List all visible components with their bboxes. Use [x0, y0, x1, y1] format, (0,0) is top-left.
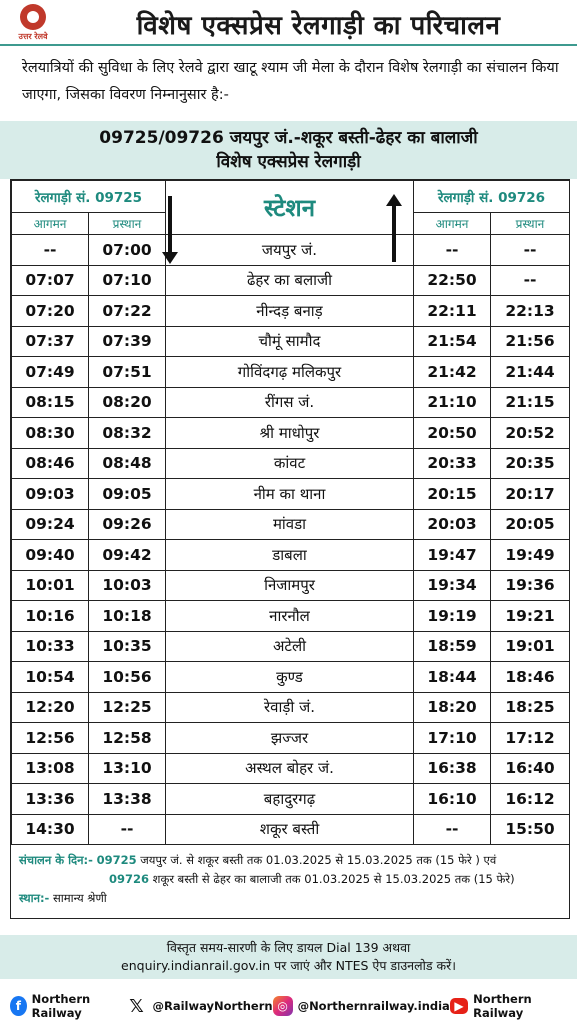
left-arrival-cell: 13:08 — [12, 753, 89, 784]
seat-class: सामान्य श्रेणी — [52, 891, 107, 905]
left-arrival-cell: 08:15 — [12, 387, 89, 418]
station-cell: निजामपुर — [166, 570, 414, 601]
right-arrival-cell: 18:44 — [414, 662, 491, 693]
enquiry-line-2[interactable]: enquiry.indianrail.gov.in पर जाएं और NTES ऐप डाउनलोड करें। — [121, 958, 456, 973]
left-departure-cell: 07:51 — [89, 357, 166, 388]
enquiry-band — [0, 935, 577, 979]
right-departure-cell: -- — [491, 265, 570, 296]
right-departure-cell: 19:49 — [491, 540, 570, 571]
left-departure-cell: 07:00 — [89, 235, 166, 266]
station-cell: रेवाड़ी जं. — [166, 692, 414, 723]
left-arrival-cell: 09:24 — [12, 509, 89, 540]
x-handle: @RailwayNorthern — [152, 999, 273, 1013]
northern-railway-logo — [8, 4, 58, 44]
station-cell: मांवडा — [166, 509, 414, 540]
enquiry-line-1: विस्तृत समय-सारणी के लिए डायल Dial 139 अथवा — [166, 940, 411, 955]
table-row — [12, 540, 570, 571]
right-arrival-cell: 19:19 — [414, 601, 491, 632]
left-arrival-cell: 10:16 — [12, 601, 89, 632]
right-arrival-cell: -- — [414, 814, 491, 845]
right-arrival-cell: 21:42 — [414, 357, 491, 388]
station-header: स्टेशन — [166, 181, 414, 235]
facebook-icon: f — [10, 996, 27, 1016]
right-departure-cell: 16:40 — [491, 753, 570, 784]
youtube-handle: Northern Railway — [473, 992, 532, 1020]
left-arrival-cell: 13:36 — [12, 784, 89, 815]
table-row — [12, 753, 570, 784]
train2-number: 09726 — [109, 872, 150, 886]
right-departure-cell: 15:50 — [491, 814, 570, 845]
instagram-handle: @Northernrailway.india — [297, 999, 450, 1013]
left-departure-cell: 13:38 — [89, 784, 166, 815]
train-route-title: 09725/09726 जयपुर जं.-शकूर बस्ती-ढेहर का बालाजी — [99, 128, 478, 148]
right-departure-cell: 18:46 — [491, 662, 570, 693]
train2-schedule: शकूर बस्ती से ढेहर का बालाजी तक 01.03.2025 से 15.03.2025 तक (15 फेरे) — [152, 872, 515, 886]
facebook-handle: Northern Railway — [31, 992, 91, 1020]
right-arrival-cell: 22:11 — [414, 296, 491, 327]
right-departure-cell: 22:13 — [491, 296, 570, 327]
right-arrival-cell: 20:50 — [414, 418, 491, 449]
facebook-link[interactable] — [10, 992, 125, 1020]
right-arrival-cell: 21:54 — [414, 326, 491, 357]
right-arrival-cell: 22:50 — [414, 265, 491, 296]
station-cell: गोविंदगढ़ मलिकपुर — [166, 357, 414, 388]
station-cell: अस्थल बोहर जं. — [166, 753, 414, 784]
left-departure-cell: 08:20 — [89, 387, 166, 418]
table-row — [12, 662, 570, 693]
left-departure-cell: 07:10 — [89, 265, 166, 296]
x-icon: 𝕏 — [125, 996, 147, 1016]
left-departure-cell: 09:42 — [89, 540, 166, 571]
right-arrival-cell: 16:38 — [414, 753, 491, 784]
up-arrow-icon — [392, 204, 396, 262]
right-arrival-cell: 17:10 — [414, 723, 491, 754]
down-arrow-icon — [168, 196, 172, 254]
right-departure-cell: 16:12 — [491, 784, 570, 815]
left-arrival-cell: 09:40 — [12, 540, 89, 571]
seat-label: स्थान:- — [19, 891, 50, 905]
station-cell: डाबला — [166, 540, 414, 571]
right-arrival-cell: 20:15 — [414, 479, 491, 510]
station-cell: जयपुर जं. — [166, 235, 414, 266]
left-departure-cell: 12:58 — [89, 723, 166, 754]
left-arrival-cell: 10:33 — [12, 631, 89, 662]
left-arrival-cell: 14:30 — [12, 814, 89, 845]
left-departure-cell: 08:32 — [89, 418, 166, 449]
right-departure-header: प्रस्थान — [491, 213, 570, 235]
train1-schedule: जयपुर जं. से शकूर बस्ती तक 01.03.2025 से 15.03.2025 तक (15 फेरे ) एवं — [140, 853, 497, 867]
station-cell: ढेहर का बलाजी — [166, 265, 414, 296]
page-title: विशेष एक्सप्रेस रेलगाड़ी का परिचालन — [136, 11, 501, 41]
station-cell: बहादुरगढ़ — [166, 784, 414, 815]
timetable — [10, 179, 570, 919]
station-cell: झज्जर — [166, 723, 414, 754]
right-departure-cell: 21:44 — [491, 357, 570, 388]
right-departure-cell: 19:36 — [491, 570, 570, 601]
left-departure-cell: 10:56 — [89, 662, 166, 693]
right-arrival-cell: 19:34 — [414, 570, 491, 601]
station-cell: अटेली — [166, 631, 414, 662]
right-departure-cell: 18:25 — [491, 692, 570, 723]
table-row — [12, 448, 570, 479]
timetable-body — [12, 235, 570, 845]
left-departure-cell: 08:48 — [89, 448, 166, 479]
left-departure-cell: 09:26 — [89, 509, 166, 540]
left-arrival-cell: 07:20 — [12, 296, 89, 327]
instagram-icon: ◎ — [273, 996, 293, 1016]
station-cell: नीन्दड़ बनाड़ — [166, 296, 414, 327]
table-row — [12, 570, 570, 601]
left-arrival-cell: 07:37 — [12, 326, 89, 357]
left-departure-cell: 07:39 — [89, 326, 166, 357]
right-arrival-cell: -- — [414, 235, 491, 266]
left-departure-header: प्रस्थान — [89, 213, 166, 235]
left-arrival-cell: 10:54 — [12, 662, 89, 693]
station-cell: नीम का थाना — [166, 479, 414, 510]
right-arrival-header: आगमन — [414, 213, 491, 235]
right-arrival-cell: 16:10 — [414, 784, 491, 815]
youtube-link[interactable] — [450, 992, 567, 1020]
left-departure-cell: 09:05 — [89, 479, 166, 510]
right-departure-cell: 19:01 — [491, 631, 570, 662]
right-arrival-cell: 21:10 — [414, 387, 491, 418]
left-departure-cell: 13:10 — [89, 753, 166, 784]
left-arrival-cell: 09:03 — [12, 479, 89, 510]
station-cell: रींगस जं. — [166, 387, 414, 418]
right-arrival-cell: 20:03 — [414, 509, 491, 540]
station-cell: शकूर बस्ती — [166, 814, 414, 845]
right-departure-cell: 20:35 — [491, 448, 570, 479]
train-type-title: विशेष एक्सप्रेस रेलगाड़ी — [216, 152, 361, 172]
youtube-icon: ▶ — [450, 998, 468, 1014]
train1-number: 09725 — [96, 853, 137, 867]
table-row — [12, 814, 570, 845]
left-arrival-cell: -- — [12, 235, 89, 266]
left-departure-cell: -- — [89, 814, 166, 845]
right-arrival-cell: 18:20 — [414, 692, 491, 723]
right-departure-cell: 20:17 — [491, 479, 570, 510]
station-cell: कुण्ड — [166, 662, 414, 693]
left-departure-cell: 07:22 — [89, 296, 166, 327]
right-departure-cell: 21:56 — [491, 326, 570, 357]
left-arrival-cell: 08:46 — [12, 448, 89, 479]
train-title-band — [0, 121, 577, 179]
station-cell: नारनौल — [166, 601, 414, 632]
table-row — [12, 509, 570, 540]
left-departure-cell: 12:25 — [89, 692, 166, 723]
left-arrival-cell: 10:01 — [12, 570, 89, 601]
table-row — [12, 387, 570, 418]
table-row — [12, 784, 570, 815]
days-label: संचालन के दिन:- — [19, 853, 93, 867]
logo-text: उत्तर रेलवे — [18, 32, 48, 41]
table-row — [12, 418, 570, 449]
intro-text: रेलयात्रियों की सुविधा के लिए रेलवे द्वारा खाटू श्याम जी मेला के दौरान विशेष रेलगाड़ी का संचालन किया जाएगा, जिसका विवरण निम्नानुसार है:- — [22, 60, 559, 103]
left-departure-cell: 10:18 — [89, 601, 166, 632]
table-row — [12, 235, 570, 266]
table-row — [12, 631, 570, 662]
table-row — [12, 296, 570, 327]
right-departure-cell: -- — [491, 235, 570, 266]
table-row — [12, 692, 570, 723]
railway-emblem-icon — [20, 4, 46, 30]
left-arrival-cell: 12:56 — [12, 723, 89, 754]
station-cell: श्री माधोपुर — [166, 418, 414, 449]
table-row — [12, 479, 570, 510]
table-row — [12, 326, 570, 357]
right-arrival-cell: 19:47 — [414, 540, 491, 571]
x-link[interactable] — [125, 996, 272, 1016]
table-row — [12, 601, 570, 632]
right-arrival-cell: 18:59 — [414, 631, 491, 662]
right-departure-cell: 20:05 — [491, 509, 570, 540]
table-row — [12, 265, 570, 296]
timetable-grid — [11, 180, 570, 845]
left-departure-cell: 10:03 — [89, 570, 166, 601]
header-bar — [0, 0, 577, 46]
right-departure-cell: 17:12 — [491, 723, 570, 754]
left-arrival-cell: 07:49 — [12, 357, 89, 388]
table-row — [12, 723, 570, 754]
left-arrival-cell: 07:07 — [12, 265, 89, 296]
operation-notes — [11, 845, 569, 914]
station-cell: चौमूं सामौद — [166, 326, 414, 357]
right-departure-cell: 21:15 — [491, 387, 570, 418]
right-departure-cell: 19:21 — [491, 601, 570, 632]
left-train-number: रेलगाड़ी सं. 09725 — [12, 181, 166, 213]
station-cell: कांवट — [166, 448, 414, 479]
left-arrival-cell: 12:20 — [12, 692, 89, 723]
right-arrival-cell: 20:33 — [414, 448, 491, 479]
instagram-link[interactable] — [273, 996, 450, 1016]
left-arrival-header: आगमन — [12, 213, 89, 235]
left-arrival-cell: 08:30 — [12, 418, 89, 449]
right-departure-cell: 20:52 — [491, 418, 570, 449]
social-bar — [0, 989, 577, 1023]
left-departure-cell: 10:35 — [89, 631, 166, 662]
right-train-number: रेलगाड़ी सं. 09726 — [414, 181, 570, 213]
table-row — [12, 357, 570, 388]
